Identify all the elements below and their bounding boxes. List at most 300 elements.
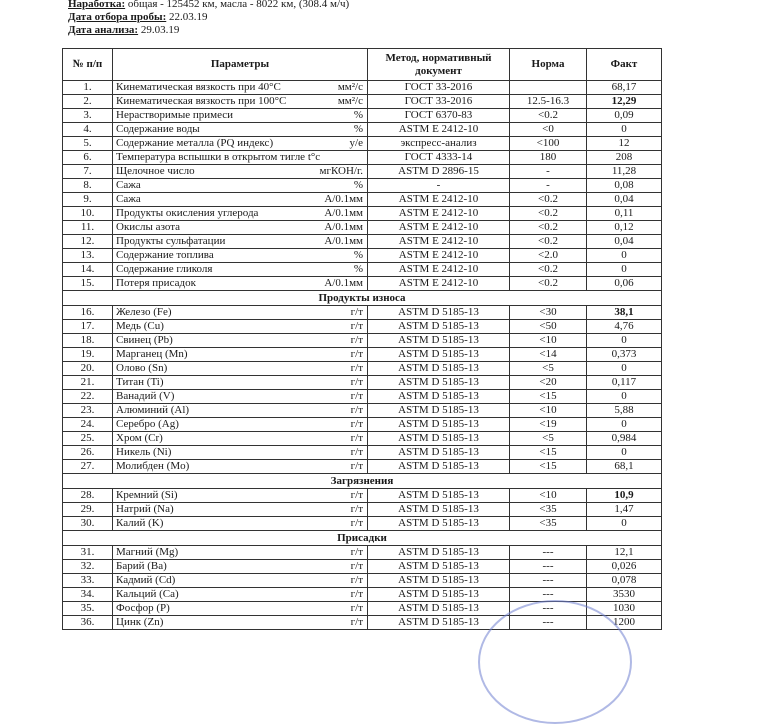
parameter-unit: г/т — [350, 432, 363, 444]
parameter-name: Содержание топлива — [116, 249, 214, 261]
parameter-unit: г/т — [350, 489, 363, 501]
row-method: ASTM E 2412-10 — [368, 277, 510, 291]
parameter-name: Железо (Fe) — [116, 306, 172, 318]
table-row — [63, 560, 662, 574]
col-norm-header: Норма — [510, 49, 587, 81]
parameter-unit: г/т — [350, 602, 363, 614]
parameter-unit: А/0.1мм — [324, 193, 363, 205]
parameter-name: Титан (Ti) — [116, 376, 164, 388]
table-row — [63, 546, 662, 560]
row-number: 15. — [63, 277, 113, 291]
row-norm: <50 — [510, 320, 587, 334]
parameter-unit: % — [353, 179, 363, 191]
row-norm: --- — [510, 616, 587, 630]
row-norm: <10 — [510, 489, 587, 503]
table-row — [63, 588, 662, 602]
row-method: ASTM D 5185-13 — [368, 418, 510, 432]
row-method: ASTM D 5185-13 — [368, 348, 510, 362]
col-fact-header: Факт — [587, 49, 662, 81]
row-norm: <0.2 — [510, 235, 587, 249]
row-number: 34. — [63, 588, 113, 602]
parameter-name: Кадмий (Cd) — [116, 574, 176, 586]
row-norm: <0 — [510, 123, 587, 137]
row-parameter — [113, 235, 368, 249]
section-row — [63, 474, 662, 489]
row-fact: 3530 — [587, 588, 662, 602]
parameter-unit: мм²/с — [337, 81, 363, 93]
row-number: 6. — [63, 151, 113, 165]
row-norm — [510, 81, 587, 95]
row-norm: --- — [510, 560, 587, 574]
row-number: 1. — [63, 81, 113, 95]
mileage-label: Наработка: — [68, 0, 126, 10]
row-method: ASTM D 5185-13 — [368, 616, 510, 630]
col-method-header: Метод, нормативный документ — [368, 49, 510, 81]
parameter-name: Кальций (Ca) — [116, 588, 179, 600]
row-parameter — [113, 362, 368, 376]
row-parameter — [113, 602, 368, 616]
parameter-unit: А/0.1мм — [324, 207, 363, 219]
row-method: ASTM D 5185-13 — [368, 376, 510, 390]
row-fact: 12,29 — [587, 95, 662, 109]
parameter-unit: г/т — [350, 306, 363, 318]
parameter-unit: А/0.1мм — [324, 235, 363, 247]
parameter-name: Олово (Sn) — [116, 362, 168, 374]
row-fact: 12,1 — [587, 546, 662, 560]
rows-additives — [63, 546, 662, 630]
row-norm: <5 — [510, 432, 587, 446]
table-row — [63, 390, 662, 404]
row-norm: <2.0 — [510, 249, 587, 263]
parameter-name: Алюминий (Al) — [116, 404, 190, 416]
analysis-date-line — [68, 24, 179, 36]
parameter-unit: г/т — [350, 390, 363, 402]
parameter-name: Сажа — [116, 193, 141, 205]
row-norm: <35 — [510, 503, 587, 517]
row-fact: 10,9 — [587, 489, 662, 503]
parameter-name: Никель (Ni) — [116, 446, 172, 458]
row-method: ASTM E 2412-10 — [368, 249, 510, 263]
table-row — [63, 277, 662, 291]
row-method: экспресс-анализ — [368, 137, 510, 151]
row-parameter — [113, 446, 368, 460]
row-norm: <15 — [510, 460, 587, 474]
row-method: ГОСТ 4333-14 — [368, 151, 510, 165]
parameter-unit: г/т — [350, 376, 363, 388]
row-method: ASTM D 5185-13 — [368, 320, 510, 334]
parameter-name: Свинец (Pb) — [116, 334, 173, 346]
row-parameter — [113, 277, 368, 291]
row-fact: 0,08 — [587, 179, 662, 193]
row-number: 4. — [63, 123, 113, 137]
row-fact: 0,12 — [587, 221, 662, 235]
parameter-name: Потеря присадок — [116, 277, 196, 289]
parameter-unit: А/0.1мм — [324, 277, 363, 289]
row-number: 32. — [63, 560, 113, 574]
table-row — [63, 165, 662, 179]
row-parameter — [113, 123, 368, 137]
row-norm: <19 — [510, 418, 587, 432]
row-parameter — [113, 221, 368, 235]
parameter-name: Молибден (Mo) — [116, 460, 190, 472]
row-parameter — [113, 249, 368, 263]
row-method: ASTM D 5185-13 — [368, 602, 510, 616]
row-parameter — [113, 376, 368, 390]
row-method: ASTM D 5185-13 — [368, 503, 510, 517]
row-parameter — [113, 503, 368, 517]
row-parameter — [113, 489, 368, 503]
row-fact: 0,117 — [587, 376, 662, 390]
row-number: 27. — [63, 460, 113, 474]
row-norm: <0.2 — [510, 221, 587, 235]
row-method: ASTM E 2412-10 — [368, 123, 510, 137]
row-norm: --- — [510, 602, 587, 616]
row-fact: 1200 — [587, 616, 662, 630]
parameter-name: Марганец (Mn) — [116, 348, 188, 360]
row-parameter — [113, 517, 368, 531]
row-fact: 1030 — [587, 602, 662, 616]
row-number: 14. — [63, 263, 113, 277]
row-number: 21. — [63, 376, 113, 390]
row-parameter — [113, 390, 368, 404]
row-norm: <30 — [510, 306, 587, 320]
sample-date-line — [68, 11, 208, 23]
table-row — [63, 503, 662, 517]
parameter-unit: г/т — [350, 404, 363, 416]
row-parameter — [113, 109, 368, 123]
row-fact: 0 — [587, 390, 662, 404]
parameter-unit: г/т — [350, 460, 363, 472]
row-norm: <15 — [510, 390, 587, 404]
table-row — [63, 404, 662, 418]
row-number: 8. — [63, 179, 113, 193]
row-method: ASTM D 5185-13 — [368, 560, 510, 574]
row-number: 30. — [63, 517, 113, 531]
parameter-unit: г/т — [350, 546, 363, 558]
row-norm: <0.2 — [510, 263, 587, 277]
row-method: - — [368, 179, 510, 193]
parameter-name: Кремний (Si) — [116, 489, 178, 501]
parameter-name: Серебро (Ag) — [116, 418, 179, 430]
row-method: ASTM D 5185-13 — [368, 432, 510, 446]
row-fact: 0 — [587, 263, 662, 277]
parameter-name: Щелочное число — [116, 165, 195, 177]
row-parameter — [113, 348, 368, 362]
row-norm: <0.2 — [510, 207, 587, 221]
row-fact: 0 — [587, 249, 662, 263]
table-row — [63, 348, 662, 362]
row-parameter — [113, 546, 368, 560]
table-row — [63, 179, 662, 193]
parameter-unit: % — [353, 123, 363, 135]
row-fact: 0,11 — [587, 207, 662, 221]
table-row — [63, 460, 662, 474]
parameter-name: Цинк (Zn) — [116, 616, 164, 628]
row-fact: 0,04 — [587, 235, 662, 249]
analysis-date-value: 29.03.19 — [138, 24, 180, 36]
row-number: 11. — [63, 221, 113, 235]
parameter-unit: г/т — [350, 588, 363, 600]
table-row — [63, 574, 662, 588]
row-fact: 0,06 — [587, 277, 662, 291]
row-fact: 11,28 — [587, 165, 662, 179]
row-norm: <0.2 — [510, 193, 587, 207]
row-number: 31. — [63, 546, 113, 560]
table-row — [63, 235, 662, 249]
section-contamination-title: Загрязнения — [63, 474, 662, 489]
parameter-unit: г/т — [350, 517, 363, 529]
parameter-name: Содержание гликоля — [116, 263, 213, 275]
sample-date-value: 22.03.19 — [166, 11, 208, 23]
row-parameter — [113, 432, 368, 446]
parameter-unit: % — [353, 263, 363, 275]
table-row — [63, 432, 662, 446]
row-parameter — [113, 263, 368, 277]
table-row — [63, 193, 662, 207]
parameter-name: Ванадий (V) — [116, 390, 175, 402]
parameter-unit: г/т — [350, 446, 363, 458]
table-row — [63, 249, 662, 263]
row-norm: <10 — [510, 404, 587, 418]
row-fact: 5,88 — [587, 404, 662, 418]
row-method: ASTM D 5185-13 — [368, 390, 510, 404]
analysis-date-label: Дата анализа: — [68, 24, 139, 36]
row-parameter — [113, 95, 368, 109]
table-row — [63, 376, 662, 390]
table-row — [63, 306, 662, 320]
parameter-unit: г/т — [350, 574, 363, 586]
section-wear-title: Продукты износа — [63, 291, 662, 306]
parameter-unit: % — [353, 249, 363, 261]
table-row — [63, 137, 662, 151]
row-number: 7. — [63, 165, 113, 179]
row-method: ASTM D 2896-15 — [368, 165, 510, 179]
row-fact: 0,984 — [587, 432, 662, 446]
sample-date-label: Дата отбора пробы: — [68, 11, 167, 23]
row-norm: <0.2 — [510, 277, 587, 291]
table-row — [63, 263, 662, 277]
row-fact: 0 — [587, 123, 662, 137]
row-parameter — [113, 588, 368, 602]
parameter-unit: г/т — [350, 418, 363, 430]
row-parameter — [113, 560, 368, 574]
parameter-name: Температура вспышки в открытом тигле t°с — [116, 151, 321, 163]
row-number: 16. — [63, 306, 113, 320]
table-row — [63, 95, 662, 109]
row-number: 2. — [63, 95, 113, 109]
table-row — [63, 489, 662, 503]
row-method: ГОСТ 33-2016 — [368, 81, 510, 95]
row-method: ASTM D 5185-13 — [368, 460, 510, 474]
parameter-name: Магний (Mg) — [116, 546, 179, 558]
row-number: 3. — [63, 109, 113, 123]
table-row — [63, 418, 662, 432]
parameter-name: Фосфор (P) — [116, 602, 170, 614]
parameter-name: Нерастворимые примеси — [116, 109, 234, 121]
row-fact: 0,04 — [587, 193, 662, 207]
row-number: 26. — [63, 446, 113, 460]
row-fact: 68,17 — [587, 81, 662, 95]
row-fact: 0 — [587, 446, 662, 460]
row-parameter — [113, 306, 368, 320]
parameter-unit: г/т — [350, 348, 363, 360]
table-row — [63, 151, 662, 165]
row-norm: <5 — [510, 362, 587, 376]
table-row — [63, 109, 662, 123]
row-parameter — [113, 151, 368, 165]
parameter-name: Кинематическая вязкость при 100°С — [116, 95, 287, 107]
row-norm: 180 — [510, 151, 587, 165]
row-parameter — [113, 179, 368, 193]
table-row — [63, 123, 662, 137]
row-fact: 0,09 — [587, 109, 662, 123]
rows-contamination — [63, 489, 662, 531]
table-row — [63, 517, 662, 531]
table-row — [63, 602, 662, 616]
rows-general — [63, 81, 662, 291]
row-number: 17. — [63, 320, 113, 334]
row-norm: <0.2 — [510, 109, 587, 123]
row-method: ASTM D 5185-13 — [368, 574, 510, 588]
row-number: 24. — [63, 418, 113, 432]
row-method: ASTM D 5185-13 — [368, 546, 510, 560]
table-row — [63, 81, 662, 95]
row-fact: 0 — [587, 517, 662, 531]
row-method: ASTM D 5185-13 — [368, 446, 510, 460]
row-parameter — [113, 616, 368, 630]
parameter-name: Содержание воды — [116, 123, 200, 135]
row-fact: 0 — [587, 418, 662, 432]
row-parameter — [113, 320, 368, 334]
row-norm: --- — [510, 588, 587, 602]
table-header-row — [63, 49, 662, 81]
row-method: ASTM E 2412-10 — [368, 263, 510, 277]
row-method: ASTM E 2412-10 — [368, 193, 510, 207]
table-row — [63, 221, 662, 235]
col-param-header: Параметры — [113, 49, 368, 81]
parameter-unit: г/т — [350, 503, 363, 515]
parameter-unit: мм²/с — [337, 95, 363, 107]
row-fact: 12 — [587, 137, 662, 151]
row-parameter — [113, 404, 368, 418]
rows-wear — [63, 306, 662, 474]
parameter-unit: А/0.1мм — [324, 221, 363, 233]
row-norm: - — [510, 165, 587, 179]
row-number: 29. — [63, 503, 113, 517]
row-number: 20. — [63, 362, 113, 376]
parameter-name: Барий (Ba) — [116, 560, 167, 572]
row-norm: --- — [510, 574, 587, 588]
table-row — [63, 207, 662, 221]
row-method: ГОСТ 6370-83 — [368, 109, 510, 123]
row-method: ASTM D 5185-13 — [368, 362, 510, 376]
row-norm: 12.5-16.3 — [510, 95, 587, 109]
row-number: 25. — [63, 432, 113, 446]
row-number: 19. — [63, 348, 113, 362]
parameter-name: Сажа — [116, 179, 141, 191]
row-number: 36. — [63, 616, 113, 630]
parameter-name: Хром (Cr) — [116, 432, 163, 444]
row-parameter — [113, 137, 368, 151]
section-row — [63, 291, 662, 306]
row-norm: <35 — [510, 517, 587, 531]
row-fact: 0,373 — [587, 348, 662, 362]
parameter-name: Окислы азота — [116, 221, 181, 233]
row-number: 23. — [63, 404, 113, 418]
row-method: ASTM D 5185-13 — [368, 517, 510, 531]
row-norm: --- — [510, 546, 587, 560]
parameter-unit: г/т — [350, 320, 363, 332]
analysis-table — [62, 48, 662, 630]
table-row — [63, 616, 662, 630]
row-parameter — [113, 193, 368, 207]
parameter-name: Продукты сульфатации — [116, 235, 226, 247]
mileage-value: общая - 125452 км, масла - 8022 км, (308.4 м/ч) — [125, 0, 350, 10]
row-number: 33. — [63, 574, 113, 588]
parameter-unit: г/т — [350, 334, 363, 346]
row-fact: 0 — [587, 362, 662, 376]
row-fact: 208 — [587, 151, 662, 165]
parameter-name: Содержание металла (PQ индекс) — [116, 137, 274, 149]
row-number: 13. — [63, 249, 113, 263]
parameter-name: Продукты окисления углерода — [116, 207, 259, 219]
row-parameter — [113, 81, 368, 95]
table-row — [63, 446, 662, 460]
parameter-unit: г/т — [350, 560, 363, 572]
mileage-line — [68, 0, 349, 10]
parameter-unit: г/т — [350, 616, 363, 628]
row-fact: 0,026 — [587, 560, 662, 574]
row-number: 5. — [63, 137, 113, 151]
parameter-name: Кинематическая вязкость при 40°С — [116, 81, 281, 93]
parameter-unit: мгКОН/г. — [319, 165, 363, 177]
row-method: ASTM D 5185-13 — [368, 306, 510, 320]
row-parameter — [113, 574, 368, 588]
parameter-name: Медь (Cu) — [116, 320, 164, 332]
row-norm: <10 — [510, 334, 587, 348]
row-number: 35. — [63, 602, 113, 616]
row-fact: 68,1 — [587, 460, 662, 474]
row-method: ASTM E 2412-10 — [368, 235, 510, 249]
row-method: ASTM D 5185-13 — [368, 588, 510, 602]
parameter-name: Калий (K) — [116, 517, 164, 529]
parameter-unit: г/т — [350, 362, 363, 374]
row-fact: 4,76 — [587, 320, 662, 334]
row-method: ASTM D 5185-13 — [368, 404, 510, 418]
row-number: 9. — [63, 193, 113, 207]
col-num-header: № п/п — [63, 49, 113, 81]
row-number: 22. — [63, 390, 113, 404]
table-row — [63, 334, 662, 348]
row-parameter — [113, 460, 368, 474]
row-parameter — [113, 207, 368, 221]
row-norm: - — [510, 179, 587, 193]
table-row — [63, 320, 662, 334]
table-row — [63, 362, 662, 376]
row-number: 18. — [63, 334, 113, 348]
row-fact: 0 — [587, 334, 662, 348]
row-method: ASTM D 5185-13 — [368, 489, 510, 503]
row-fact: 38,1 — [587, 306, 662, 320]
row-fact: 1,47 — [587, 503, 662, 517]
row-parameter — [113, 165, 368, 179]
row-number: 12. — [63, 235, 113, 249]
row-parameter — [113, 418, 368, 432]
row-method: ASTM D 5185-13 — [368, 334, 510, 348]
row-parameter — [113, 334, 368, 348]
section-additives-title: Присадки — [63, 531, 662, 546]
row-norm: <100 — [510, 137, 587, 151]
